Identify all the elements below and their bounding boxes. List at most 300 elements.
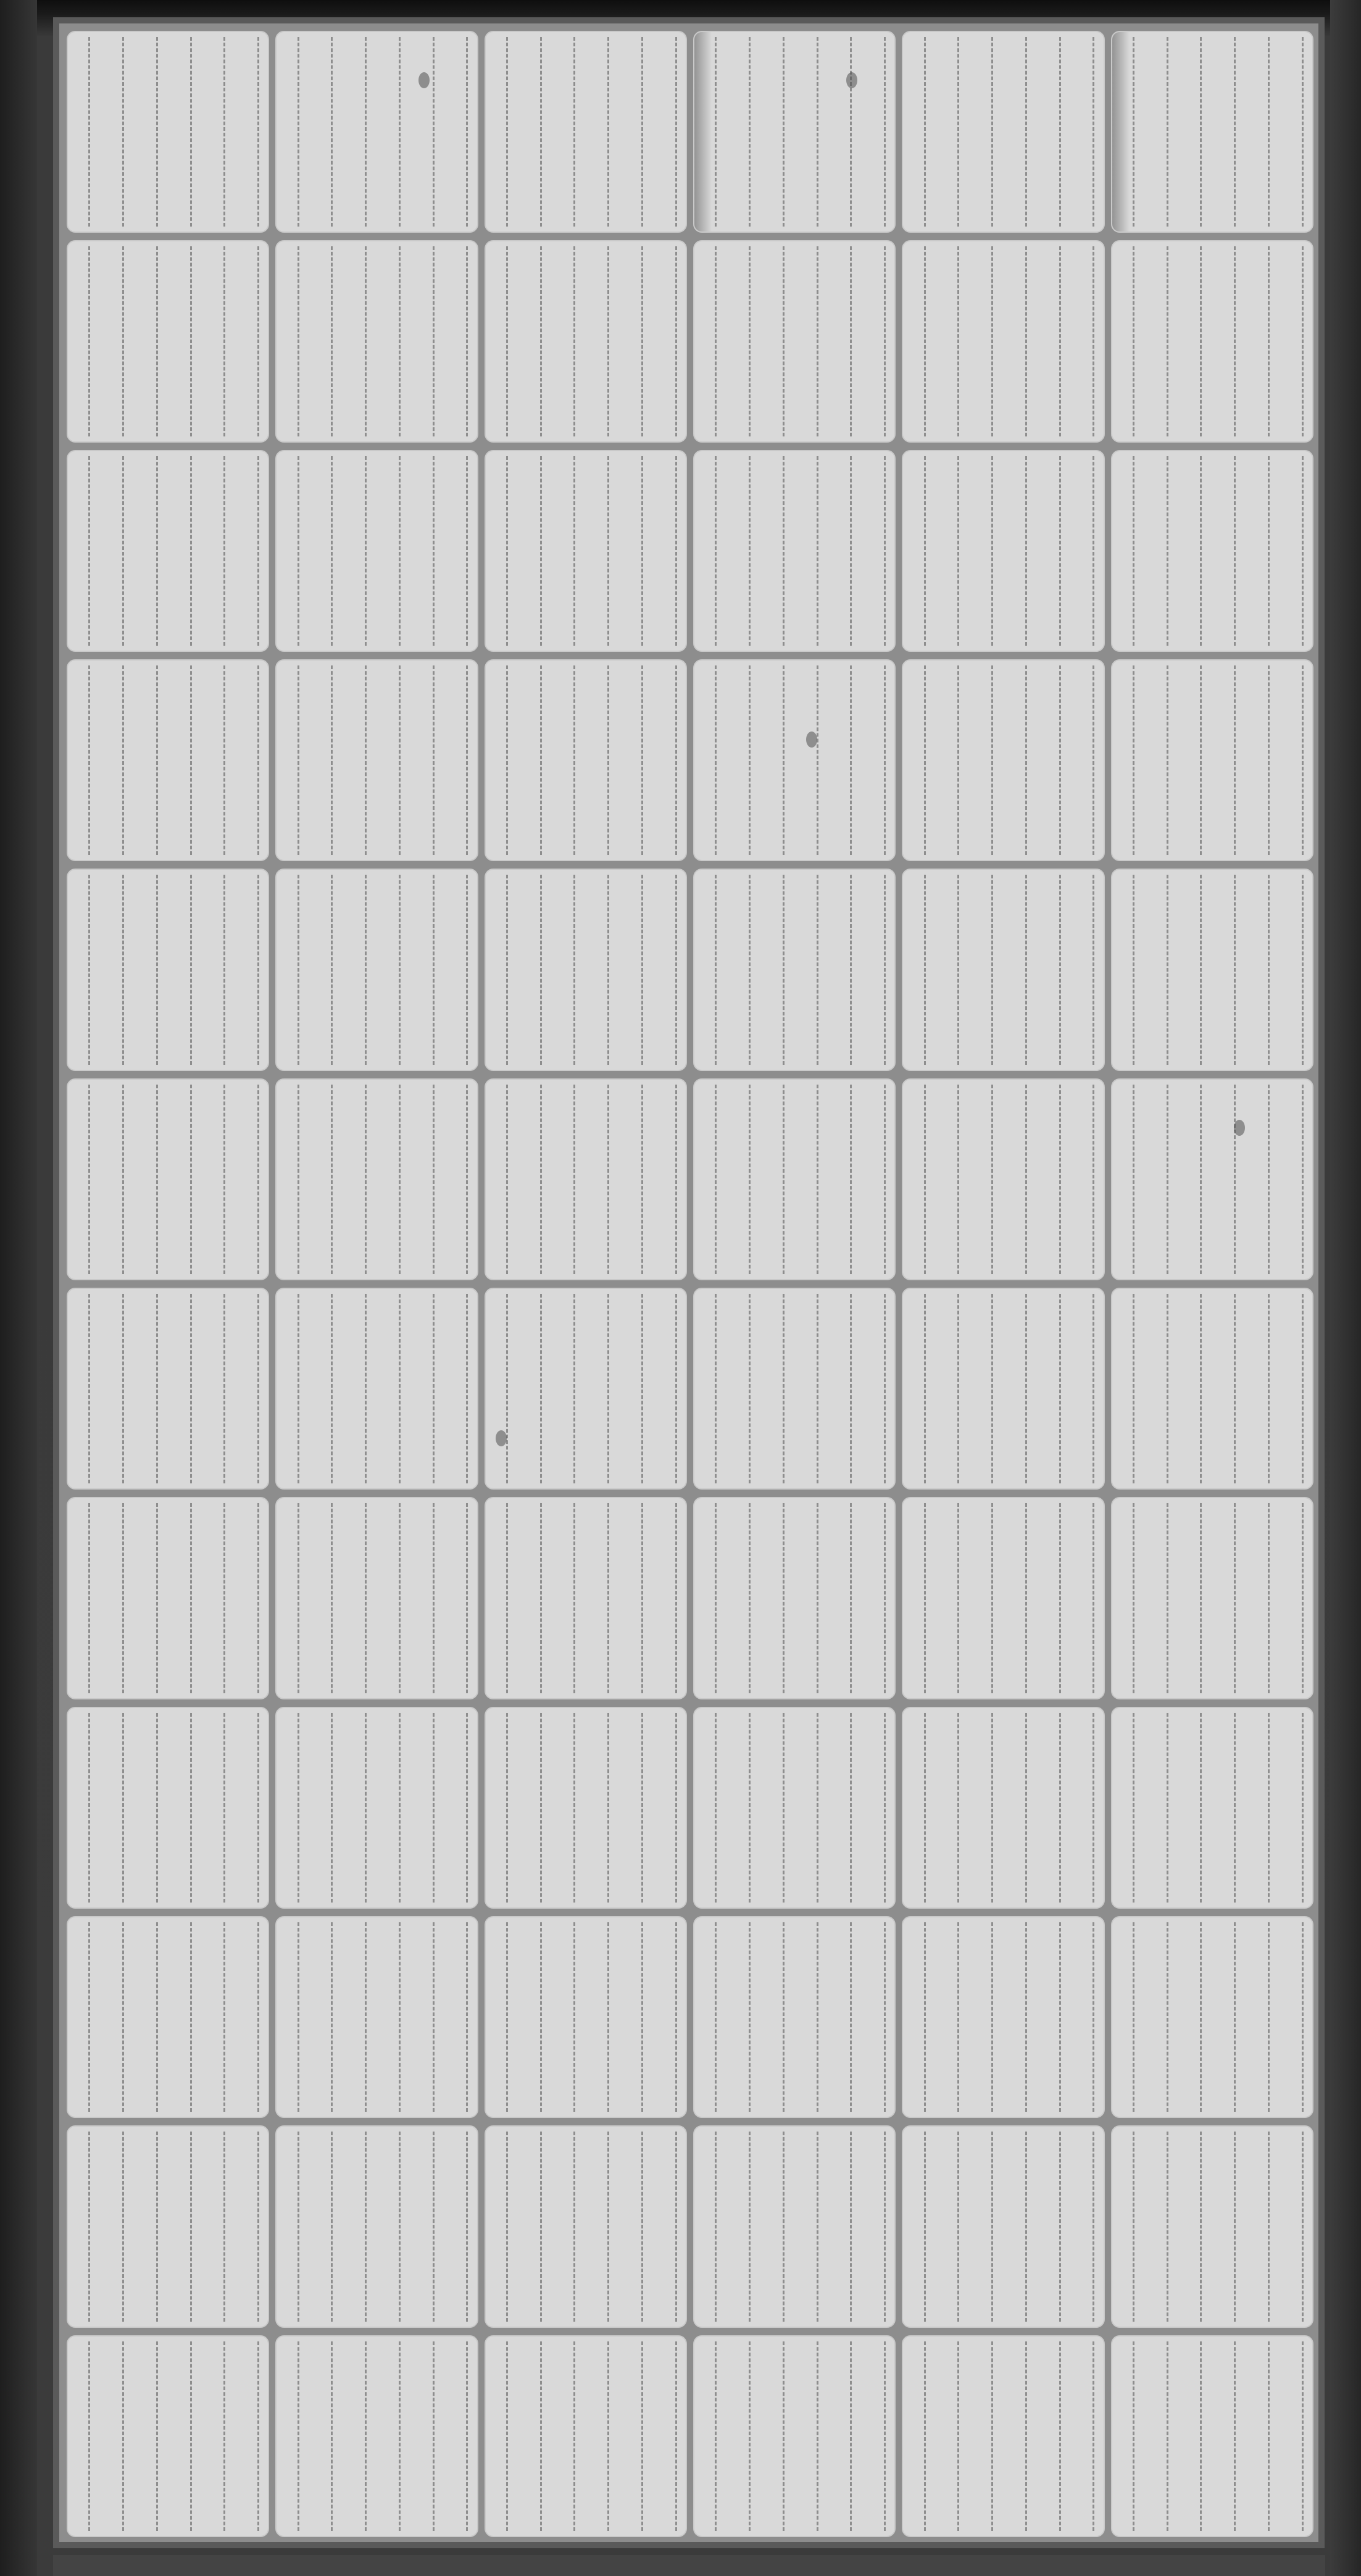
cell-busbar — [573, 1085, 575, 1274]
cell-busbar — [506, 1294, 508, 1483]
cell-busbar — [1167, 456, 1168, 646]
cell-busbar — [924, 37, 926, 227]
solar-cell — [485, 240, 687, 442]
solar-cell — [693, 1707, 896, 1909]
cell-busbar — [783, 1713, 785, 1903]
cell-busbar — [298, 875, 299, 1064]
cell-busbar — [223, 875, 225, 1064]
cell-busbar — [991, 1085, 993, 1274]
solar-cell — [485, 1497, 687, 1699]
cell-busbar — [331, 246, 333, 436]
solar-cell — [275, 1707, 478, 1909]
cell-busbar — [573, 1294, 575, 1483]
cell-busbar — [783, 665, 785, 855]
cell-busbar — [1268, 2341, 1270, 2531]
cell-busbar — [156, 246, 158, 436]
cell-busbar — [749, 2132, 751, 2321]
solar-cell — [693, 869, 896, 1070]
solar-cell — [275, 240, 478, 442]
cell-busbar — [399, 37, 401, 227]
cell-busbar — [675, 456, 677, 646]
cell-busbar — [817, 1085, 818, 1274]
cell-busbar — [540, 665, 542, 855]
cell-busbar — [884, 2132, 886, 2321]
cell-busbar — [675, 1503, 677, 1693]
cell-busbar — [675, 246, 677, 436]
cell-busbar — [1025, 1503, 1027, 1693]
solar-cell — [67, 240, 269, 442]
solar-cell — [275, 1078, 478, 1280]
cell-busbar — [850, 875, 852, 1064]
cell-busbar — [399, 456, 401, 646]
cell-busbar — [1133, 456, 1134, 646]
cell-busbar — [223, 1922, 225, 2112]
cell-busbar — [1302, 665, 1304, 855]
cell-busbar — [817, 875, 818, 1064]
cell-busbar — [1302, 1294, 1304, 1483]
solar-cell — [1111, 869, 1313, 1070]
cell-busbar — [433, 2341, 435, 2531]
cell-busbar — [924, 1713, 926, 1903]
cell-busbar — [607, 37, 609, 227]
cell-busbar — [298, 2132, 299, 2321]
cell-busbar — [1025, 875, 1027, 1064]
cell-busbar — [122, 1922, 124, 2112]
cell-busbar — [1133, 875, 1134, 1064]
cell-busbar — [957, 37, 959, 227]
solar-cell — [1111, 1497, 1313, 1699]
cell-busbar — [924, 456, 926, 646]
cell-busbar — [573, 875, 575, 1064]
solar-cell — [693, 1078, 896, 1280]
cell-busbar — [433, 665, 435, 855]
cell-busbar — [433, 1922, 435, 2112]
cell-busbar — [88, 665, 90, 855]
solar-cell — [485, 31, 687, 233]
cell-busbar — [783, 37, 785, 227]
cell-busbar — [433, 1503, 435, 1693]
solar-cell — [1111, 240, 1313, 442]
cell-busbar — [506, 1922, 508, 2112]
cell-busbar — [1302, 246, 1304, 436]
cell-busbar — [88, 1713, 90, 1903]
cell-busbar — [957, 456, 959, 646]
cell-busbar — [331, 2132, 333, 2321]
cell-busbar — [1234, 1503, 1236, 1693]
cell-busbar — [1234, 37, 1236, 227]
cell-busbar — [1093, 1294, 1094, 1483]
cell-busbar — [1059, 1503, 1061, 1693]
cell-busbar — [331, 1922, 333, 2112]
cell-busbar — [190, 456, 192, 646]
cell-busbar — [298, 456, 299, 646]
cell-busbar — [850, 1922, 852, 2112]
cell-busbar — [1059, 246, 1061, 436]
cell-busbar — [573, 1713, 575, 1903]
cell-busbar — [88, 2132, 90, 2321]
cell-busbar — [924, 1503, 926, 1693]
cell-busbar — [641, 875, 643, 1064]
cell-busbar — [399, 2132, 401, 2321]
cell-busbar — [257, 1503, 259, 1693]
solar-cell — [275, 1916, 478, 2118]
cell-busbar — [1200, 665, 1202, 855]
cell-busbar — [1268, 1085, 1270, 1274]
cell-busbar — [641, 665, 643, 855]
cell-busbar — [1093, 2341, 1094, 2531]
cell-busbar — [715, 1294, 717, 1483]
cell-busbar — [399, 665, 401, 855]
cell-busbar — [957, 875, 959, 1064]
solar-cell — [67, 1288, 269, 1490]
cell-busbar — [466, 1713, 468, 1903]
cell-busbar — [715, 2132, 717, 2321]
cell-busbar — [122, 1503, 124, 1693]
cell-busbar — [715, 1503, 717, 1693]
cell-busbar — [783, 875, 785, 1064]
cell-busbar — [884, 246, 886, 436]
cell-busbar — [1234, 1922, 1236, 2112]
cell-busbar — [991, 665, 993, 855]
cell-busbar — [88, 1503, 90, 1693]
cell-busbar — [884, 456, 886, 646]
solar-cell — [275, 2335, 478, 2537]
cell-busbar — [1234, 2341, 1236, 2531]
cell-busbar — [1059, 1085, 1061, 1274]
cell-defect-spot — [418, 72, 430, 88]
cell-busbar — [884, 1503, 886, 1693]
solar-cell — [902, 1497, 1104, 1699]
cell-busbar — [607, 456, 609, 646]
cell-busbar — [675, 2132, 677, 2321]
cell-busbar — [850, 246, 852, 436]
solar-cell — [693, 1497, 896, 1699]
cell-busbar — [783, 1294, 785, 1483]
cell-busbar — [257, 1085, 259, 1274]
cell-busbar — [715, 665, 717, 855]
cell-busbar — [540, 2341, 542, 2531]
cell-busbar — [607, 246, 609, 436]
cell-dark-region — [694, 32, 712, 231]
cell-busbar — [1093, 875, 1094, 1064]
cell-busbar — [884, 1294, 886, 1483]
cell-busbar — [540, 246, 542, 436]
cell-busbar — [817, 665, 818, 855]
cell-busbar — [365, 1294, 367, 1483]
cell-busbar — [1302, 37, 1304, 227]
cell-busbar — [466, 875, 468, 1064]
solar-cell — [902, 1707, 1104, 1909]
cell-busbar — [1059, 665, 1061, 855]
cell-busbar — [223, 37, 225, 227]
cell-busbar — [298, 246, 299, 436]
cell-busbar — [607, 1713, 609, 1903]
cell-busbar — [506, 875, 508, 1064]
solar-cell — [1111, 1916, 1313, 2118]
cell-busbar — [817, 1922, 818, 2112]
cell-busbar — [540, 1922, 542, 2112]
cell-busbar — [223, 665, 225, 855]
cell-busbar — [122, 456, 124, 646]
cell-busbar — [715, 1085, 717, 1274]
cell-busbar — [641, 2341, 643, 2531]
cell-busbar — [466, 456, 468, 646]
cell-busbar — [365, 1085, 367, 1274]
cell-busbar — [466, 1922, 468, 2112]
cell-busbar — [88, 875, 90, 1064]
cell-busbar — [1059, 1713, 1061, 1903]
cell-busbar — [1025, 665, 1027, 855]
cell-busbar — [190, 1713, 192, 1903]
cell-busbar — [675, 2341, 677, 2531]
cell-busbar — [122, 1294, 124, 1483]
cell-busbar — [331, 1294, 333, 1483]
cell-busbar — [924, 2341, 926, 2531]
solar-cell — [1111, 2335, 1313, 2537]
cell-busbar — [1200, 246, 1202, 436]
cell-busbar — [957, 2341, 959, 2531]
cell-busbar — [1268, 1922, 1270, 2112]
cell-busbar — [1268, 1713, 1270, 1903]
cell-busbar — [1302, 1713, 1304, 1903]
cell-busbar — [817, 2341, 818, 2531]
cell-busbar — [1025, 1085, 1027, 1274]
cell-busbar — [506, 665, 508, 855]
cell-busbar — [1302, 2132, 1304, 2321]
cell-busbar — [715, 456, 717, 646]
cell-busbar — [365, 456, 367, 646]
cell-busbar — [1200, 875, 1202, 1064]
cell-busbar — [715, 1922, 717, 2112]
solar-cell — [693, 31, 896, 233]
solar-cell — [1111, 2125, 1313, 2327]
cell-busbar — [506, 2132, 508, 2321]
cell-busbar — [817, 37, 818, 227]
cell-busbar — [1302, 1085, 1304, 1274]
cell-busbar — [749, 37, 751, 227]
cell-busbar — [924, 1922, 926, 2112]
cell-busbar — [156, 2341, 158, 2531]
cell-busbar — [850, 1085, 852, 1274]
cell-busbar — [223, 2341, 225, 2531]
solar-cell — [67, 31, 269, 233]
cell-busbar — [122, 1085, 124, 1274]
cell-busbar — [1025, 2341, 1027, 2531]
cell-busbar — [506, 1085, 508, 1274]
cell-busbar — [506, 2341, 508, 2531]
cell-busbar — [1133, 665, 1134, 855]
cell-busbar — [1133, 1294, 1134, 1483]
cell-busbar — [122, 246, 124, 436]
cell-busbar — [850, 2132, 852, 2321]
cell-busbar — [573, 1922, 575, 2112]
cell-busbar — [884, 1922, 886, 2112]
cell-busbar — [675, 1294, 677, 1483]
cell-busbar — [641, 2132, 643, 2321]
cell-busbar — [991, 1922, 993, 2112]
cell-busbar — [156, 456, 158, 646]
cell-busbar — [190, 1294, 192, 1483]
solar-cell — [693, 1288, 896, 1490]
cell-busbar — [991, 875, 993, 1064]
cell-busbar — [122, 37, 124, 227]
cell-busbar — [1268, 37, 1270, 227]
cell-busbar — [257, 2132, 259, 2321]
cell-busbar — [257, 1713, 259, 1903]
cell-busbar — [156, 1922, 158, 2112]
solar-cell — [275, 2125, 478, 2327]
cell-busbar — [331, 1713, 333, 1903]
cell-busbar — [1093, 1922, 1094, 2112]
cell-busbar — [641, 1503, 643, 1693]
solar-cell — [67, 659, 269, 861]
cell-busbar — [1133, 1713, 1134, 1903]
cell-busbar — [850, 1713, 852, 1903]
cell-busbar — [991, 2132, 993, 2321]
cell-busbar — [675, 1085, 677, 1274]
cell-busbar — [1200, 1713, 1202, 1903]
cell-busbar — [924, 246, 926, 436]
cell-busbar — [1133, 1922, 1134, 2112]
cell-busbar — [1200, 2132, 1202, 2321]
cell-busbar — [749, 2341, 751, 2531]
cell-busbar — [331, 1085, 333, 1274]
cell-busbar — [223, 1085, 225, 1274]
cell-busbar — [783, 1503, 785, 1693]
cell-busbar — [1234, 246, 1236, 436]
solar-cell — [902, 869, 1104, 1070]
cell-busbar — [399, 1713, 401, 1903]
cell-busbar — [190, 2132, 192, 2321]
cell-busbar — [433, 1085, 435, 1274]
cell-busbar — [715, 2341, 717, 2531]
cell-busbar — [156, 665, 158, 855]
cell-busbar — [466, 1294, 468, 1483]
cell-busbar — [1234, 456, 1236, 646]
solar-cell — [485, 1707, 687, 1909]
cell-busbar — [1133, 37, 1134, 227]
cell-busbar — [924, 1085, 926, 1274]
cell-busbar — [1093, 2132, 1094, 2321]
cell-busbar — [540, 1294, 542, 1483]
cell-busbar — [190, 246, 192, 436]
cell-busbar — [88, 456, 90, 646]
cell-busbar — [506, 246, 508, 436]
cell-busbar — [924, 875, 926, 1064]
cell-busbar — [156, 2132, 158, 2321]
cell-busbar — [1167, 1713, 1168, 1903]
panel-bottom-frame — [53, 2555, 1325, 2576]
cell-busbar — [190, 1922, 192, 2112]
cell-busbar — [540, 456, 542, 646]
cell-busbar — [715, 37, 717, 227]
cell-busbar — [257, 875, 259, 1064]
cell-defect-spot — [846, 72, 857, 88]
cell-busbar — [991, 2341, 993, 2531]
cell-busbar — [156, 1503, 158, 1693]
cell-busbar — [1302, 456, 1304, 646]
cell-busbar — [365, 1713, 367, 1903]
solar-cell — [67, 1916, 269, 2118]
cell-busbar — [884, 1085, 886, 1274]
cell-busbar — [1268, 2132, 1270, 2321]
solar-cell — [485, 659, 687, 861]
cell-busbar — [641, 1085, 643, 1274]
cell-busbar — [1059, 37, 1061, 227]
cell-busbar — [399, 1294, 401, 1483]
cell-busbar — [749, 1085, 751, 1274]
cell-busbar — [924, 2132, 926, 2321]
cell-busbar — [540, 1713, 542, 1903]
cell-busbar — [1234, 1713, 1236, 1903]
left-background-shadow — [0, 0, 37, 2576]
cell-busbar — [466, 1085, 468, 1274]
cell-busbar — [850, 665, 852, 855]
cell-defect-spot — [496, 1430, 507, 1446]
cell-busbar — [433, 456, 435, 646]
cell-busbar — [1200, 1294, 1202, 1483]
cell-busbar — [433, 875, 435, 1064]
cell-busbar — [783, 456, 785, 646]
cell-busbar — [156, 875, 158, 1064]
cell-defect-spot — [806, 732, 817, 748]
cell-busbar — [607, 665, 609, 855]
cell-busbar — [675, 1713, 677, 1903]
solar-cell — [902, 31, 1104, 233]
cell-busbar — [506, 1713, 508, 1903]
cell-busbar — [365, 2341, 367, 2531]
cell-busbar — [1167, 665, 1168, 855]
solar-cell — [902, 659, 1104, 861]
cell-busbar — [783, 1922, 785, 2112]
cell-busbar — [257, 1922, 259, 2112]
cell-busbar — [190, 2341, 192, 2531]
cell-busbar — [1234, 1294, 1236, 1483]
cell-busbar — [88, 1922, 90, 2112]
cell-busbar — [1268, 875, 1270, 1064]
cell-busbar — [675, 665, 677, 855]
solar-cell — [693, 1916, 896, 2118]
cell-busbar — [607, 2341, 609, 2531]
cell-busbar — [466, 2341, 468, 2531]
cell-busbar — [1059, 1922, 1061, 2112]
cell-busbar — [991, 37, 993, 227]
cell-busbar — [1133, 1503, 1134, 1693]
cell-busbar — [1200, 456, 1202, 646]
cell-busbar — [675, 37, 677, 227]
cell-busbar — [573, 246, 575, 436]
cell-busbar — [641, 1713, 643, 1903]
solar-cell — [67, 2125, 269, 2327]
cell-busbar — [1025, 1713, 1027, 1903]
cell-busbar — [991, 246, 993, 436]
cell-busbar — [1059, 875, 1061, 1064]
solar-cell — [693, 2335, 896, 2537]
cell-busbar — [991, 1503, 993, 1693]
solar-cell — [485, 2335, 687, 2537]
cell-busbar — [298, 1503, 299, 1693]
cell-busbar — [88, 246, 90, 436]
cell-busbar — [1093, 37, 1094, 227]
cell-busbar — [749, 456, 751, 646]
cell-busbar — [1059, 1294, 1061, 1483]
cell-busbar — [607, 1503, 609, 1693]
cell-busbar — [190, 875, 192, 1064]
cell-busbar — [749, 1503, 751, 1693]
cell-busbar — [122, 1713, 124, 1903]
right-background-shadow — [1330, 0, 1361, 2576]
cell-busbar — [1133, 246, 1134, 436]
